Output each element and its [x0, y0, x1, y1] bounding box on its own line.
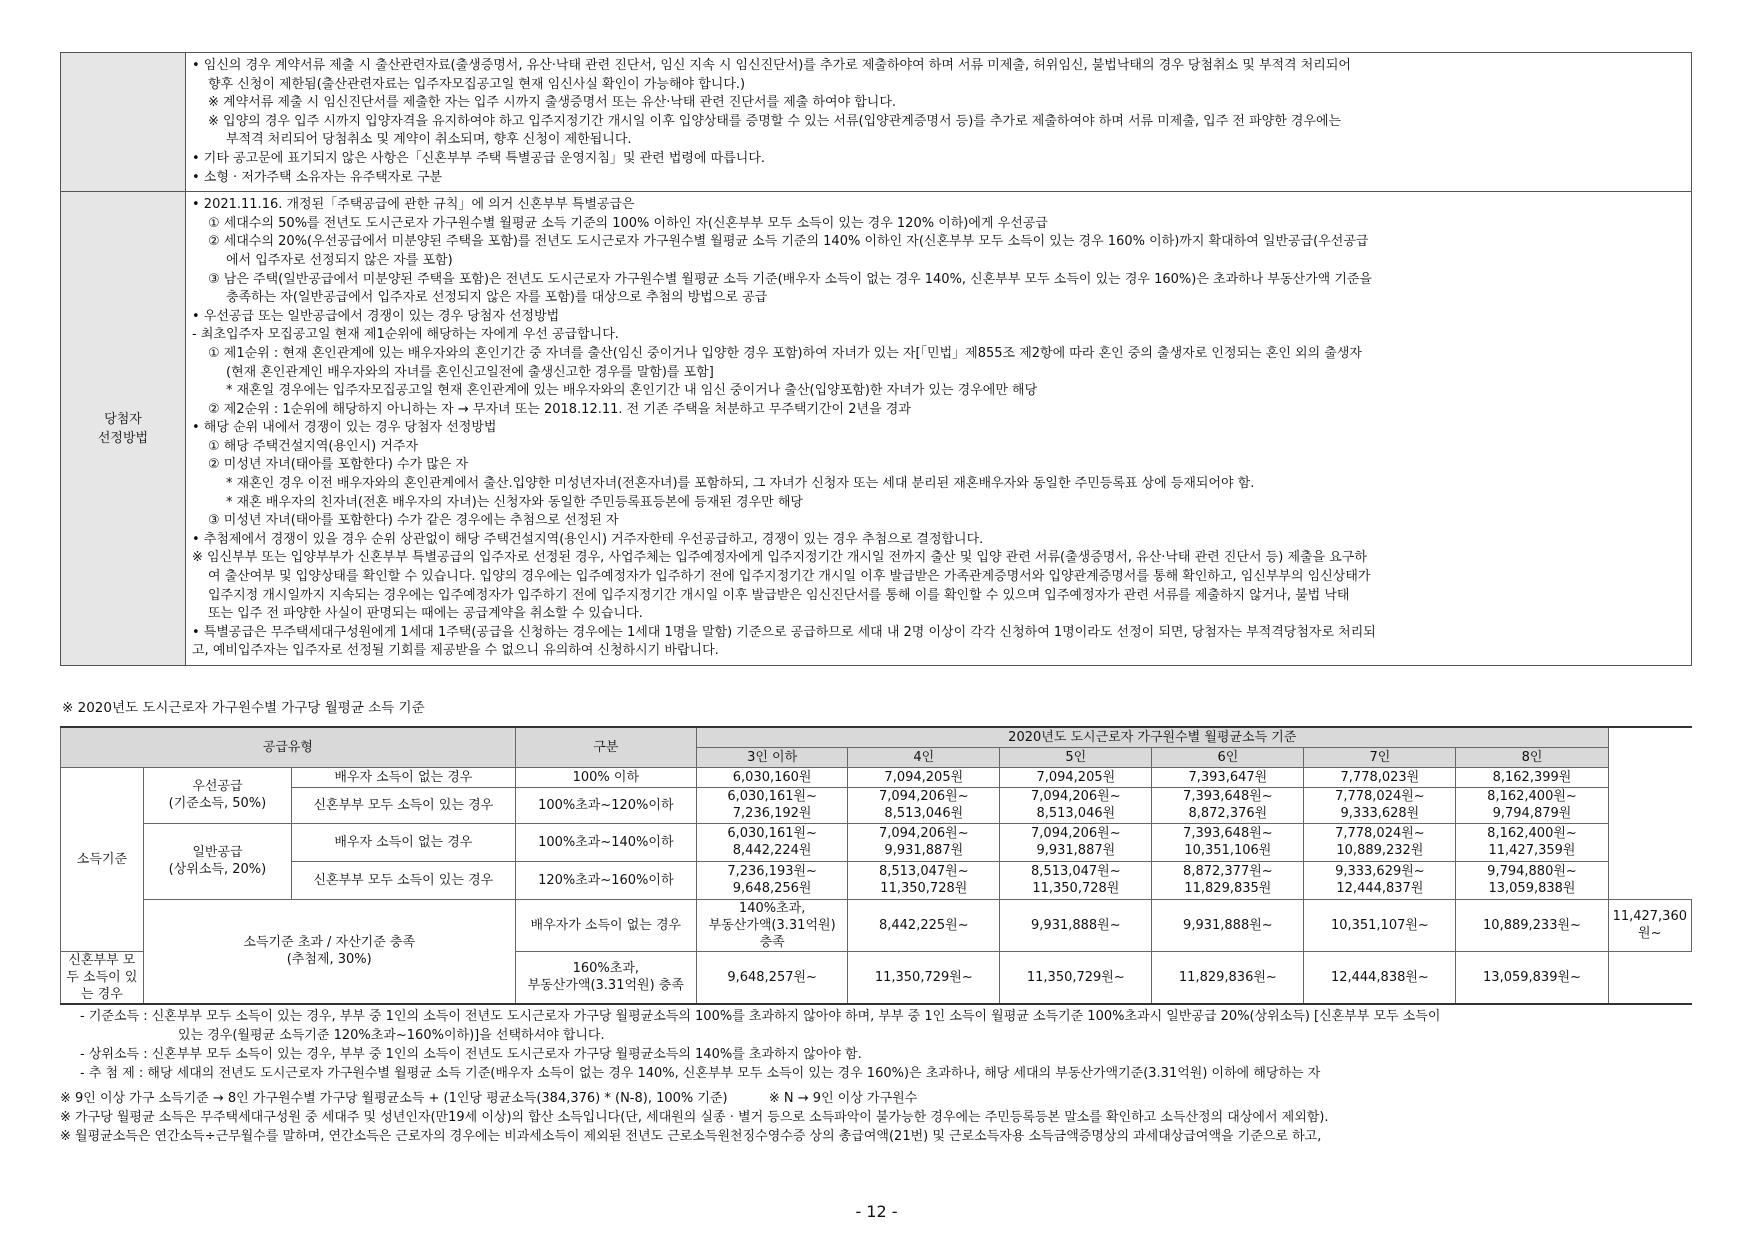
condition-cell: 신혼부부 모두 소득이 있는 경우	[292, 861, 516, 899]
value-cell: 7,778,023원	[1304, 767, 1456, 787]
table-row	[61, 53, 1692, 192]
range-cell	[515, 951, 696, 1004]
value-from: 8,513,047원~	[1031, 864, 1121, 879]
footnote-line: ※ 월평균소득은 연간소득÷근무월수를 말하며, 연간소득은 근로자의 경우에는 비과세소득이 제외된 전년도 근로소득원천징수영수증 상의 총급여액(21번) 및 근로소득자용 소득금액증명상의 과세대상급여액을 기준으로 하고,	[60, 1128, 1322, 1144]
value-cell	[1152, 823, 1304, 861]
rule-line: * 재혼 배우자의 친자녀(전혼 배우자의 자녀)는 신청자와 동일한 주민등록표등본에 등재된 경우만 해당	[226, 494, 803, 510]
value-to: 13,059,838원	[1488, 881, 1576, 896]
value-cell: 6,030,160원	[697, 767, 848, 787]
value-cell	[1456, 787, 1608, 823]
value-cell: 11,427,360원~	[1608, 899, 1691, 951]
rule-line: • 해당 순위 내에서 경쟁이 있는 경우 당첨자 선정방법	[192, 420, 497, 436]
note-line: 있는 경우(월평균 소득기준 120%초과~160%이하)]을 선택하셔야 합니다.	[178, 1027, 605, 1043]
value-cell	[1152, 787, 1304, 823]
label-line: 당첨자	[104, 411, 142, 427]
value-cell	[697, 823, 848, 861]
document-page	[60, 52, 1692, 1146]
label-line: 선정방법	[97, 430, 149, 446]
rule-line: (현재 혼인관계인 배우자와의 자녀를 혼인신고일전에 출생신고한 경우를 말함)를 포함]	[226, 364, 714, 380]
rule-line: ※ 계약서류 제출 시 임신진단서를 제출한 자는 입주 시까지 출생증명서 또는 유산·낙태 관련 진단서를 제출 하여야 합니다.	[208, 95, 897, 111]
value-cell	[1304, 787, 1456, 823]
rule-line: 향후 신청이 제한됨(출산관련자료는 입주자모집공고일 현재 임신사실 확인이 가능해야 합니다.)	[208, 76, 746, 92]
header-supply-type: 공급유형	[61, 727, 516, 767]
value-to: 8,513,046원	[884, 806, 964, 821]
value-from: 7,094,206원~	[878, 826, 969, 841]
value-from: 7,778,024원~	[1335, 789, 1425, 804]
condition-cell: 신혼부부 모두 소득이 있는 경우	[292, 787, 516, 823]
value-cell	[1304, 823, 1456, 861]
value-to: 8,872,376원	[1188, 806, 1268, 821]
value-from: 8,162,400원~	[1487, 826, 1577, 841]
range-cell	[697, 899, 848, 951]
col-header: 6인	[1152, 747, 1304, 767]
rule-line: • 우선공급 또는 일반공급에서 경쟁이 있는 경우 당첨자 선정방법	[192, 308, 560, 324]
rule-line: ① 해당 주택건설지역(용인시) 거주자	[208, 438, 419, 454]
value-cell	[697, 861, 848, 899]
col-header: 7인	[1304, 747, 1456, 767]
value-cell	[848, 823, 1000, 861]
value-cell: 11,350,729원~	[1000, 951, 1152, 1004]
income-table-title: ※ 2020년도 도시근로자 가구원수별 가구당 월평균 소득 기준	[62, 700, 425, 716]
table-row	[61, 823, 1692, 861]
rule-line: - 최초입주자 모집공고일 현재 제1순위에 해당하는 자에게 우선 공급합니다.	[192, 327, 619, 343]
rules-cell	[186, 53, 1692, 192]
group-lottery	[143, 899, 515, 1004]
value-cell: 9,931,888원~	[1152, 899, 1304, 951]
table-row	[61, 787, 1692, 823]
condition-cell: 배우자 소득이 없는 경우	[292, 823, 516, 861]
group-general	[143, 823, 291, 899]
value-to: 11,427,359원	[1488, 843, 1576, 858]
row-label-winner-selection	[61, 192, 186, 666]
condition-cell: 신혼부부 모두 소득이 있는 경우	[61, 951, 144, 1004]
table-row	[61, 899, 1692, 951]
rule-line: 에서 입주자로 선정되지 않은 자를 포함)	[226, 252, 453, 268]
value-from: 6,030,161원~	[727, 826, 817, 841]
value-from: 8,162,400원~	[1487, 789, 1577, 804]
value-to: 10,889,232원	[1336, 843, 1424, 858]
value-from: 9,333,629원~	[1335, 864, 1425, 879]
value-cell: 11,829,836원~	[1152, 951, 1304, 1004]
value-to: 11,350,728원	[1032, 881, 1120, 896]
value-from: 8,513,047원~	[878, 864, 969, 879]
value-cell: 9,648,257원~	[697, 951, 848, 1004]
value-from: 7,778,024원~	[1335, 826, 1425, 841]
rule-line: • 소형 · 저가주택 소유자는 유주택자로 구분	[192, 169, 443, 185]
value-to: 9,648,256원	[732, 881, 812, 896]
rule-line: ② 제2순위 : 1순위에 해당하지 아니하는 자 → 무자녀 또는 2018.12.11. 전 기존 주택을 처분하고 무주택기간이 2년을 경과	[208, 401, 911, 417]
value-cell	[1456, 861, 1608, 899]
selection-rules-cell	[186, 192, 1692, 666]
value-cell: 7,094,205원	[1000, 767, 1152, 787]
group-subtitle: (추첨제, 30%)	[286, 952, 372, 967]
group-income-basis: 소득기준	[61, 767, 144, 951]
value-cell: 12,444,838원~	[1304, 951, 1456, 1004]
value-cell	[1456, 823, 1608, 861]
page-number: - 12 -	[855, 1202, 898, 1221]
value-cell: 7,094,205원	[848, 767, 1000, 787]
range-cell: 100% 이하	[515, 767, 696, 787]
header-income-standard: 2020년도 도시근로자 가구원수별 월평균소득 기준	[697, 727, 1609, 747]
table-header-row	[61, 727, 1692, 747]
value-to: 8,513,046원	[1036, 806, 1116, 821]
value-cell: 13,059,839원~	[1456, 951, 1608, 1004]
group-priority	[143, 767, 291, 823]
value-cell	[1000, 787, 1152, 823]
range-cell: 100%초과~120%이하	[515, 787, 696, 823]
row-label-empty	[61, 53, 186, 192]
value-to: 7,236,192원	[732, 806, 812, 821]
rule-line: ③ 미성년 자녀(태아를 포함한다) 수가 같은 경우에는 추첨으로 선정된 자	[208, 513, 619, 529]
rule-line: 입주지정 개시일까지 지속되는 경우에는 입주예정자가 입주하기 전에 입주지정기간 개시일 이후 발급받은 임신진단서를 통해 이를 확인할 수 있으며 입주예정자가 관련 서류를 제출하지 않거나, 불법 낙태	[208, 587, 1350, 603]
rule-line: * 재혼일 경우에는 입주자모집공고일 현재 혼인관계에 있는 배우자와의 혼인기간 내 임신 중이거나 출산(입양포함)한 자녀가 있는 경우에만 해당	[226, 383, 1038, 399]
table-notes	[60, 1007, 1692, 1083]
value-cell: 10,889,233원~	[1456, 899, 1608, 951]
rule-line: 부적격 처리되어 당첨취소 및 계약이 취소되며, 향후 신청이 제한됩니다.	[226, 132, 632, 148]
table-row	[61, 192, 1692, 666]
income-standard-table	[60, 726, 1692, 1005]
rule-line: • 특별공급은 무주택세대구성원에게 1세대 1주택(공급을 신청하는 경우에는 1세대 1명을 말함) 기준으로 공급하므로 세대 내 2명 이상이 각각 신청하여 1명이라도 선정이 되면, 당첨자는 부적격당첨자로 처리되	[192, 624, 1376, 640]
value-cell: 7,393,647원	[1152, 767, 1304, 787]
value-cell: 8,162,399원	[1456, 767, 1608, 787]
rule-line: • 기타 공고문에 표기되지 않은 사항은「신혼부부 주택 특별공급 운영지침」및 관련 법령에 따릅니다.	[192, 150, 766, 166]
col-header: 8인	[1456, 747, 1608, 767]
rule-line: ※ 입양의 경우 입주 시까지 입양자격을 유지하여야 하고 입주지정기간 개시일 이후 입양상태를 증명할 수 있는 서류(입양관계증명서 등)를 추가로 제출하여야 하며 서류 미제출, 입주 전 파양한 경우에는	[208, 113, 1342, 129]
special-supply-rules-table	[60, 52, 1692, 666]
value-to: 9,333,628원	[1340, 806, 1420, 821]
value-to: 9,794,879원	[1492, 806, 1572, 821]
value-from: 7,094,206원~	[1031, 826, 1121, 841]
value-to: 12,444,837원	[1336, 881, 1424, 896]
group-subtitle: (상위소득, 20%)	[168, 862, 267, 877]
rule-line: ① 세대수의 50%를 전년도 도시근로자 가구원수별 월평균 소득 기준의 100% 이하인 자(신혼부부 모두 소득이 있는 경우 120% 이하)에게 우선공급	[208, 215, 1048, 231]
value-cell	[697, 787, 848, 823]
note-line: - 추 첨 제 : 해당 세대의 전년도 도시근로자 가구원수별 월평균 소득 기준(배우자 소득이 없는 경우 140%, 신혼부부 모두 소득이 있는 경우 160%)은 초과하나, 해당 세대의 부동산가액기준(3.31억원) 이하에 해당하는 자	[80, 1065, 1321, 1081]
col-header: 4인	[848, 747, 1000, 767]
rule-line: * 재혼인 경우 이전 배우자와의 혼인관계에서 출산.입양한 미성년자녀(전혼자녀)를 포함하되, 그 자녀가 신청자 또는 세대 분리된 재혼배우자와 동일한 주민등록표 상에 등재되어야 함.	[226, 476, 1255, 492]
rule-line: • 추첨제에서 경쟁이 있을 경우 순위 상관없이 해당 주택건설지역(용인시) 거주자한테 우선공급하고, 경쟁이 있는 경우 추첨으로 결정합니다.	[192, 531, 984, 547]
rule-line: ※ 임신부부 또는 입양부부가 신혼부부 특별공급의 입주자로 선정된 경우, 사업주체는 입주예정자에게 입주지정기간 개시일 전까지 출산 및 입양 관련 서류(출생증명서, 유산·낙태 관련 진단서 등) 제출을 요구하	[192, 550, 1367, 566]
condition-cell: 배우자가 소득이 없는 경우	[515, 899, 696, 951]
footnote-line: ※ 9인 이상 가구 소득기준 → 8인 가구원수별 가구당 월평균소득 + (1인당 평균소득(384,376) * (N-8), 100% 기준) ※ N → 9인 이상 가구원수	[60, 1090, 918, 1106]
group-subtitle: (기준소득, 50%)	[168, 796, 267, 811]
rule-line: • 2021.11.16. 개정된「주택공급에 관한 규칙」에 의거 신혼부부 특별공급은	[192, 197, 635, 213]
value-to: 8,442,224원	[732, 843, 812, 858]
rule-line: ① 제1순위 : 현재 혼인관계에 있는 배우자와의 혼인기간 중 자녀를 출산(임신 중이거나 입양한 경우 포함)하여 자녀가 있는 자[「민법」제855조 제2항에 따라 혼인 중의 출생자로 인정되는 혼인 외의 출생자	[208, 345, 1362, 361]
note-line: - 상위소득 : 신혼부부 모두 소득이 있는 경우, 부부 중 1인의 소득이 전년도 도시근로자 가구당 월평균소득의 140%를 초과하지 않아야 함.	[80, 1046, 862, 1062]
value-to: 10,351,106원	[1184, 843, 1272, 858]
rule-line: 고, 예비입주자는 입주자로 선정될 기회를 제공받을 수 없으니 유의하여 신청하시기 바랍니다.	[192, 643, 719, 659]
value-from: 8,872,377원~	[1183, 864, 1273, 879]
value-cell	[848, 861, 1000, 899]
col-header: 3인 이하	[697, 747, 848, 767]
value-to: 9,931,887원	[1036, 843, 1116, 858]
value-cell: 10,351,107원~	[1304, 899, 1456, 951]
table-row	[61, 767, 1692, 787]
value-from: 7,094,206원~	[1031, 789, 1121, 804]
value-cell: 8,442,225원~	[848, 899, 1000, 951]
table-row	[61, 861, 1692, 899]
group-title: 우선공급	[192, 779, 243, 794]
value-cell	[1000, 861, 1152, 899]
range-line: 160%초과,	[572, 961, 640, 976]
note-line: - 기준소득 : 신혼부부 모두 소득이 있는 경우, 부부 중 1인의 소득이 전년도 도시근로자 가구당 월평균소득의 100%를 초과하지 않아야 하며, 부부 중 1인 소득이 월평균 소득기준 100%초과시 일반공급 20%(상위소득) [신혼부부 모두 소득이	[80, 1008, 1441, 1024]
footnotes	[60, 1089, 1692, 1146]
rule-line: 여 출산여부 및 입양상태를 확인할 수 있습니다. 입양의 경우에는 입주예정자가 입주하기 전에 입주지정기간 개시일 이후 발급받은 가족관계증명서와 입양관계증명서를 통해 확인하고, 임신부부의 임신상태가	[208, 569, 1371, 585]
range-line: 부동산가액(3.31억원) 충족	[527, 978, 684, 993]
value-from: 7,393,648원~	[1183, 789, 1273, 804]
value-from: 7,236,193원~	[727, 864, 817, 879]
value-cell	[1152, 861, 1304, 899]
condition-cell: 배우자 소득이 없는 경우	[292, 767, 516, 787]
value-from: 6,030,161원~	[727, 789, 817, 804]
header-category: 구분	[515, 727, 696, 767]
value-from: 7,393,648원~	[1183, 826, 1273, 841]
rule-line: ③ 남은 주택(일반공급에서 미분양된 주택을 포함)은 전년도 도시근로자 가구원수별 월평균 소득 기준(배우자 소득이 없는 경우 140%, 신혼부부 모두 소득이 있는 경우 160%)은 초과하나 부동산가액 기준을	[208, 271, 1372, 287]
value-cell: 9,931,888원~	[1000, 899, 1152, 951]
group-title: 일반공급	[192, 845, 243, 860]
value-to: 11,350,728원	[880, 881, 968, 896]
rule-line: ② 세대수의 20%(우선공급에서 미분양된 주택을 포함)를 전년도 도시근로자 가구원수별 월평균 소득 기준의 140% 이하인 자(신혼부부 모두 소득이 있는 경우 160% 이하)까지 확대하여 일반공급(우선공급	[208, 234, 1369, 250]
value-cell	[1000, 823, 1152, 861]
range-cell: 120%초과~160%이하	[515, 861, 696, 899]
value-from: 7,094,206원~	[878, 789, 969, 804]
range-line: 140%초과,	[738, 900, 806, 916]
rule-line: 또는 입주 전 파양한 사실이 판명되는 때에는 공급계약을 취소할 수 있습니다.	[208, 606, 643, 622]
value-cell	[848, 787, 1000, 823]
footnote-line: ※ 가구당 월평균 소득은 무주택세대구성원 중 세대주 및 성년인자(만19세 이상)의 합산 소득입니다(단, 세대원의 실종 · 별거 등으로 소득파악이 불가능한 경우에는 주민등록등본 말소를 확인하고 소득산정의 대상에서 제외함).	[60, 1109, 1329, 1125]
value-cell	[1304, 861, 1456, 899]
range-line: 부동산가액(3.31억원) 충족	[708, 917, 836, 950]
rule-line: • 임신의 경우 계약서류 제출 시 출산관련자료(출생증명서, 유산·낙태 관련 진단서, 임신 지속 시 임신진단서)를 추가로 제출하야여 하며 서류 미제출, 허위임신, 불법낙태의 경우 당첨취소 및 부적격 처리되어	[192, 58, 1351, 73]
value-from: 9,794,880원~	[1487, 864, 1577, 879]
group-title: 소득기준 초과 / 자산기준 충족	[243, 935, 415, 950]
col-header: 5인	[1000, 747, 1152, 767]
value-to: 9,931,887원	[884, 843, 964, 858]
range-cell: 100%초과~140%이하	[515, 823, 696, 861]
value-cell: 11,350,729원~	[848, 951, 1000, 1004]
value-to: 11,829,835원	[1184, 881, 1272, 896]
rule-line: ② 미성년 자녀(태아를 포함한다) 수가 많은 자	[208, 457, 469, 473]
rule-line: 충족하는 자(일반공급에서 입주자로 선정되지 않은 자를 포함)를 대상으로 추첨의 방법으로 공급	[226, 290, 768, 306]
